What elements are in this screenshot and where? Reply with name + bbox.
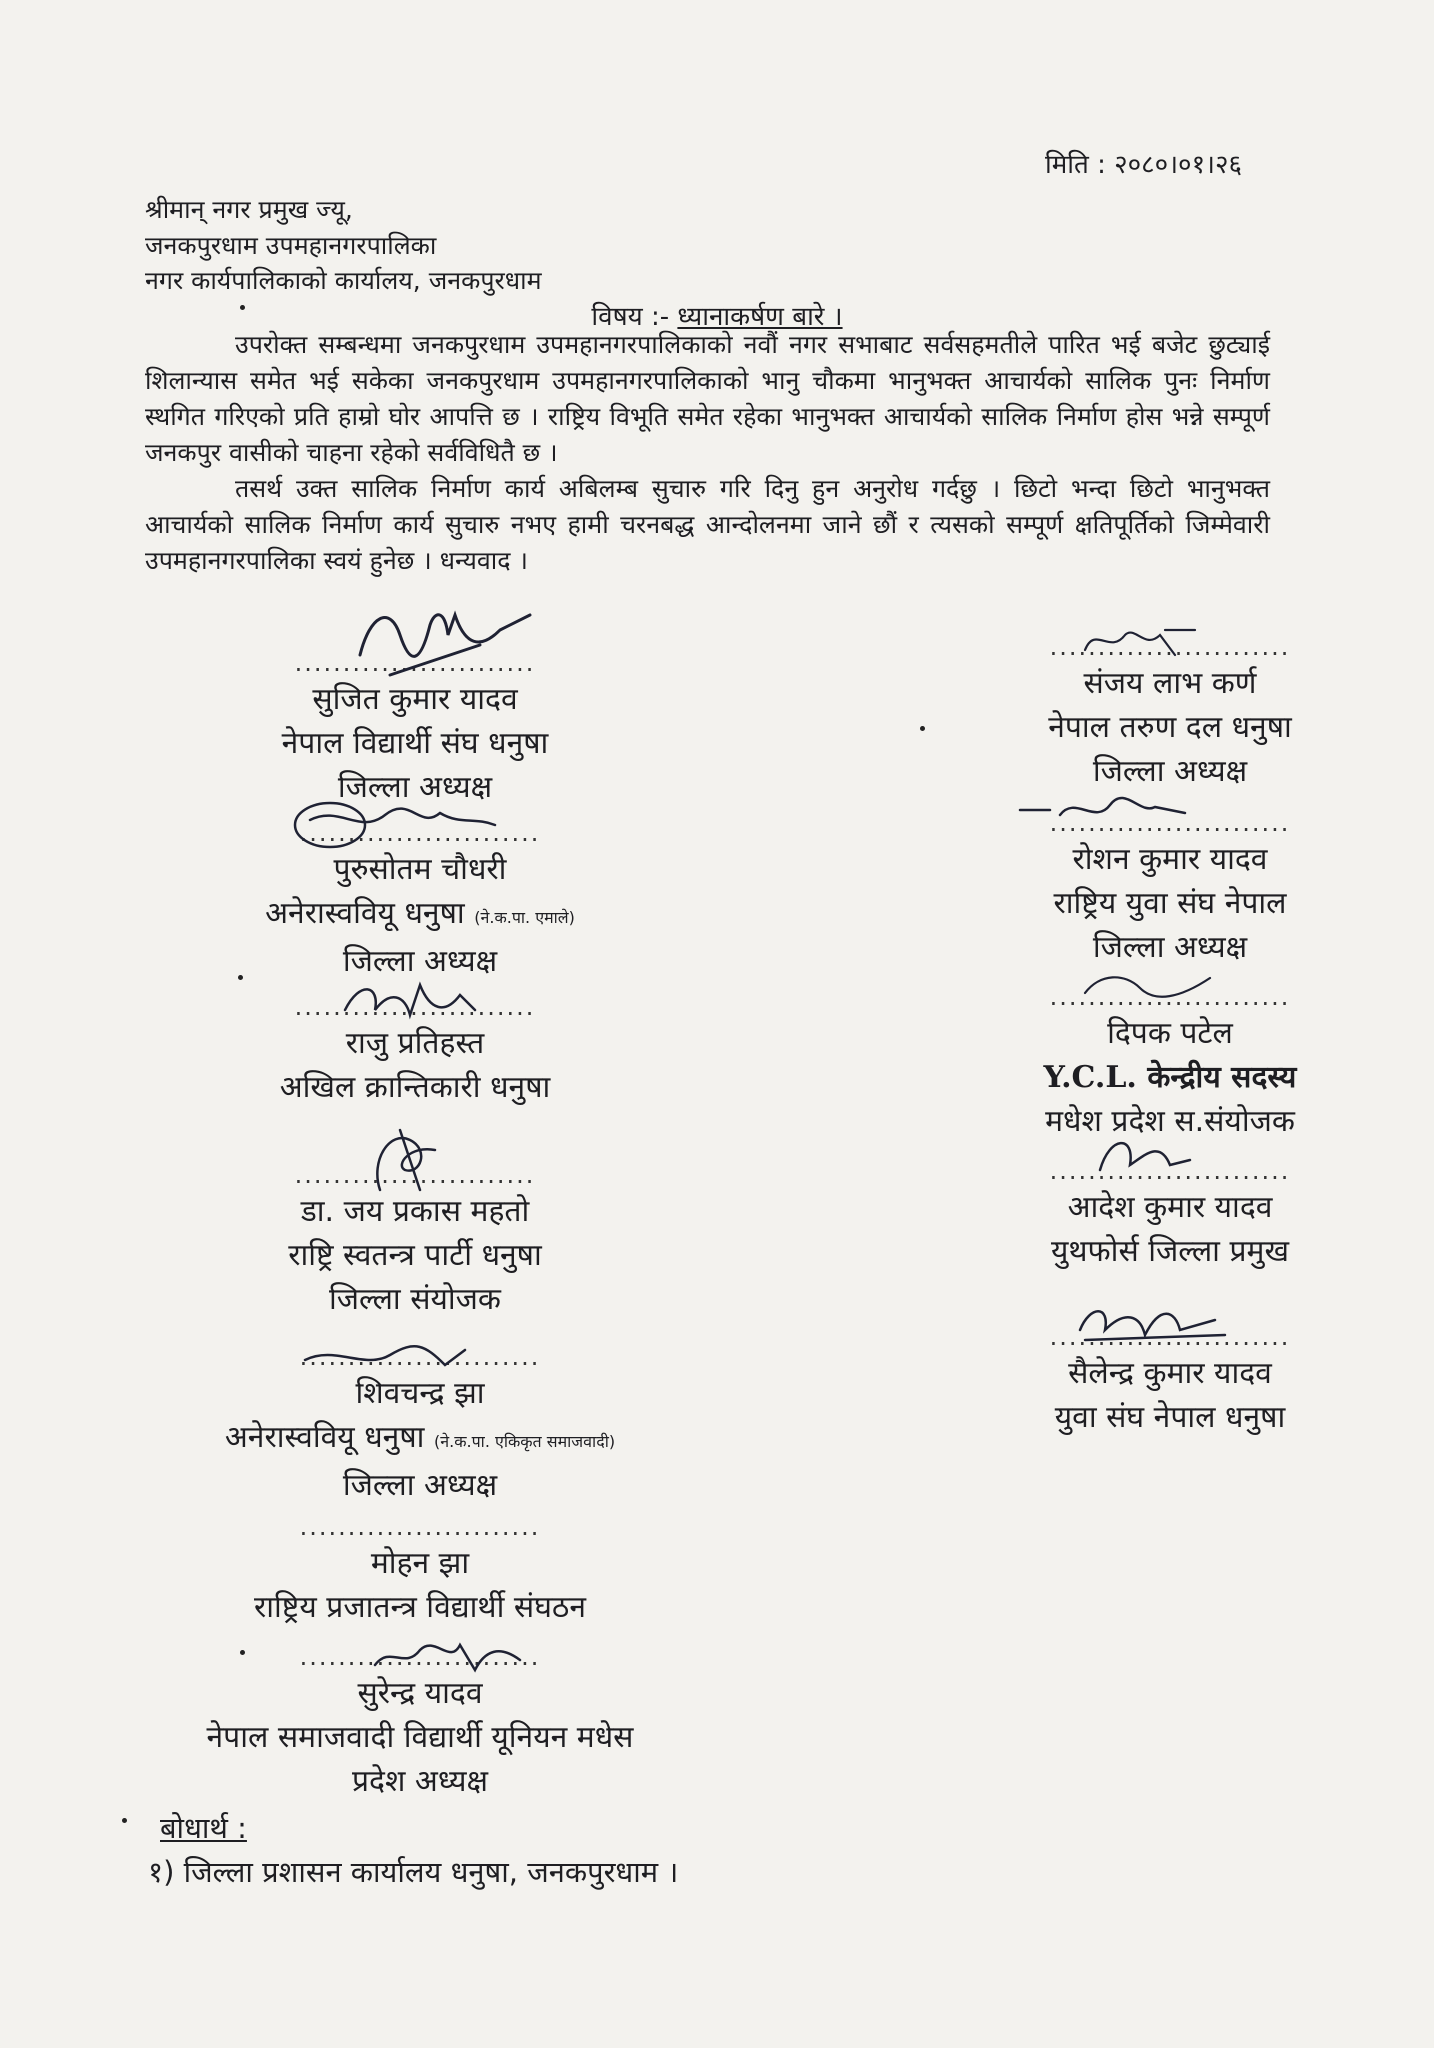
signature-dotted-line: ......................... (299, 819, 541, 847)
signatory-position: जिल्ला अध्यक्ष (1092, 930, 1248, 965)
signature-dotted-line: ......................... (294, 993, 536, 1021)
signatory-organization (1000, 1056, 1340, 1100)
addressee-line: नगर कार्यपालिकाको कार्यालय, जनकपुरधाम (145, 266, 542, 295)
signatory-organization: अखिल क्रान्तिकारी धनुषा (279, 1070, 551, 1105)
letter-body (145, 327, 1270, 579)
cc-title: बोधार्थ : (160, 1811, 247, 1845)
subject-text: ध्यानाकर्षण बारे । (677, 302, 843, 332)
signatory-block (170, 1342, 670, 1508)
signatory-organization: राष्ट्रिय प्रजातन्त्र विद्यार्थी संघठन (254, 1590, 586, 1625)
body-paragraph: तसर्थ उक्त सालिक निर्माण कार्य अबिलम्ब सुचारु गरि दिनु हुन अनुरोध गर्दछु । छिटो भन्दा छिटो भानुभक्त आचार्यको सालिक निर्माण कार्य सुचारु नभए हामी चरनबद्ध आन्दोलनमा जाने छौं र त्यसको सम्पूर्ण क्षतिपूर्तिको जिम्मेवारी उपमहानगरपालिका स्वयं हुनेछ । धन्यवाद । (145, 474, 1270, 575)
signatory-block (200, 1512, 640, 1630)
organization-text: अनेरास्ववियू धनुषा (224, 1420, 425, 1455)
signature-dotted-line: ......................... (1049, 809, 1291, 837)
signatory-name: दिपक पटेल (1107, 1016, 1233, 1051)
signatory-block (230, 1160, 600, 1322)
signatory-organization: युवा संघ नेपाल धनुषा (1054, 1400, 1286, 1435)
signatory-block (1000, 632, 1340, 794)
signatory-organization: नेपाल समाजवादी विद्यार्थी यूनियन मधेस (206, 1720, 634, 1755)
signatory-block (1000, 982, 1340, 1144)
ink-dot (920, 726, 925, 731)
cc-item: १) जिल्ला प्रशासन कार्यालय धनुषा, जनकपुरधाम । (148, 1855, 679, 1889)
signatory-position: जिल्ला संयोजक (329, 1282, 501, 1317)
signatory-position: जिल्ला अध्यक्ष (342, 1468, 498, 1503)
signatory-name: संजय लाभ कर्ण (1083, 666, 1257, 701)
signature-dotted-line: ......................... (294, 1161, 536, 1189)
signatory-name: राजु प्रतिहस्त (345, 1026, 485, 1061)
signatory-name: सुजित कुमार यादव (312, 682, 518, 717)
signatory-block (230, 648, 600, 810)
signatory-organization: नेपाल विद्यार्थी संघ धनुषा (281, 726, 549, 761)
signatory-block (1000, 808, 1340, 970)
addressee-line: जनकपुरधाम उपमहानगरपालिका (145, 231, 437, 260)
ink-dot (240, 305, 245, 310)
ink-dot (122, 1818, 127, 1823)
signatory-position: प्रदेश अध्यक्ष (351, 1764, 489, 1799)
signature-dotted-line: ......................... (1049, 633, 1291, 661)
signatory-name: मोहन झा (370, 1546, 470, 1581)
party-affiliation: (ने.क.पा. एमाले) (474, 908, 575, 927)
signature-dotted-line: ......................... (299, 1343, 541, 1371)
signatory-organization: युथफोर्स जिल्ला प्रमुख (1050, 1234, 1290, 1269)
signatory-position: जिल्ला अध्यक्ष (337, 770, 493, 805)
ink-dot (238, 975, 243, 980)
signatory-block (1000, 1322, 1340, 1440)
signature-dotted-line: ......................... (299, 1643, 541, 1671)
signatory-position: जिल्ला अध्यक्ष (342, 944, 498, 979)
signatory-block (230, 992, 600, 1110)
signature-dotted-line: ......................... (1049, 1157, 1291, 1185)
organization-text: अनेरास्ववियू धनुषा (265, 896, 465, 931)
signatory-position: मधेश प्रदेश स.संयोजक (1045, 1104, 1295, 1139)
signatory-name: रोशन कुमार यादव (1072, 842, 1268, 877)
signature-dotted-line: ......................... (1049, 1323, 1291, 1351)
signatory-organization (170, 1416, 670, 1464)
party-affiliation: (ने.क.पा. एकिकृत समाजवादी) (434, 1432, 616, 1451)
addressee-line: श्रीमान् नगर प्रमुख ज्यू, (145, 195, 353, 224)
signature-dotted-line: ......................... (299, 1513, 541, 1541)
signatory-name: सैलेन्द्र कुमार यादव (1068, 1356, 1272, 1391)
signatory-block (200, 818, 640, 984)
signatory-organization: राष्ट्रिय युवा संघ नेपाल (1053, 886, 1287, 921)
signatory-name: सुरेन्द्र यादव (357, 1676, 483, 1711)
signatory-name: डा. जय प्रकास महतो (300, 1194, 530, 1229)
signatory-block (1000, 1156, 1340, 1274)
signatory-name: पुरुसोतम चौधरी (333, 852, 507, 887)
ycl-text: Y.C.L. केन्द्रीय सदस्य (1043, 1060, 1297, 1095)
ink-dot (240, 1650, 245, 1655)
body-paragraph: उपरोक्त सम्बन्धमा जनकपुरधाम उपमहानगरपालिकाको नवौं नगर सभाबाट सर्वसहमतीले पारित भई बजेट छुट्याई शिलान्यास समेत भई सकेका जनकपुरधाम उपमहानगरपालिकाको भानु चौकमा भानुभक्त आचार्यको सालिक पुनः निर्माण स्थगित गरिएको प्रति हाम्रो घोर आपत्ति छ । राष्ट्रिय विभूति समेत रहेका भानुभक्त आचार्यको सालिक निर्माण होस भन्ने सम्पूर्ण जनकपुर वासीको चाहना रहेको सर्वविधितै छ । (145, 330, 1270, 467)
signatory-block (160, 1642, 680, 1804)
signature-dotted-line: ......................... (1049, 983, 1291, 1011)
subject-prefix: विषय :- (591, 302, 678, 332)
signatory-name: शिवचन्द्र झा (355, 1376, 485, 1411)
signatory-organization: नेपाल तरुण दल धनुषा (1048, 710, 1292, 745)
signatory-organization: राष्ट्रि स्वतन्त्र पार्टी धनुषा (288, 1238, 542, 1273)
signature-dotted-line: ......................... (294, 649, 536, 677)
signatory-position: जिल्ला अध्यक्ष (1092, 754, 1248, 789)
letter-date: मिति : २०८०।०१।२६ (1045, 150, 1242, 180)
signatory-organization (200, 892, 640, 940)
signatory-name: आदेश कुमार यादव (1067, 1190, 1273, 1225)
